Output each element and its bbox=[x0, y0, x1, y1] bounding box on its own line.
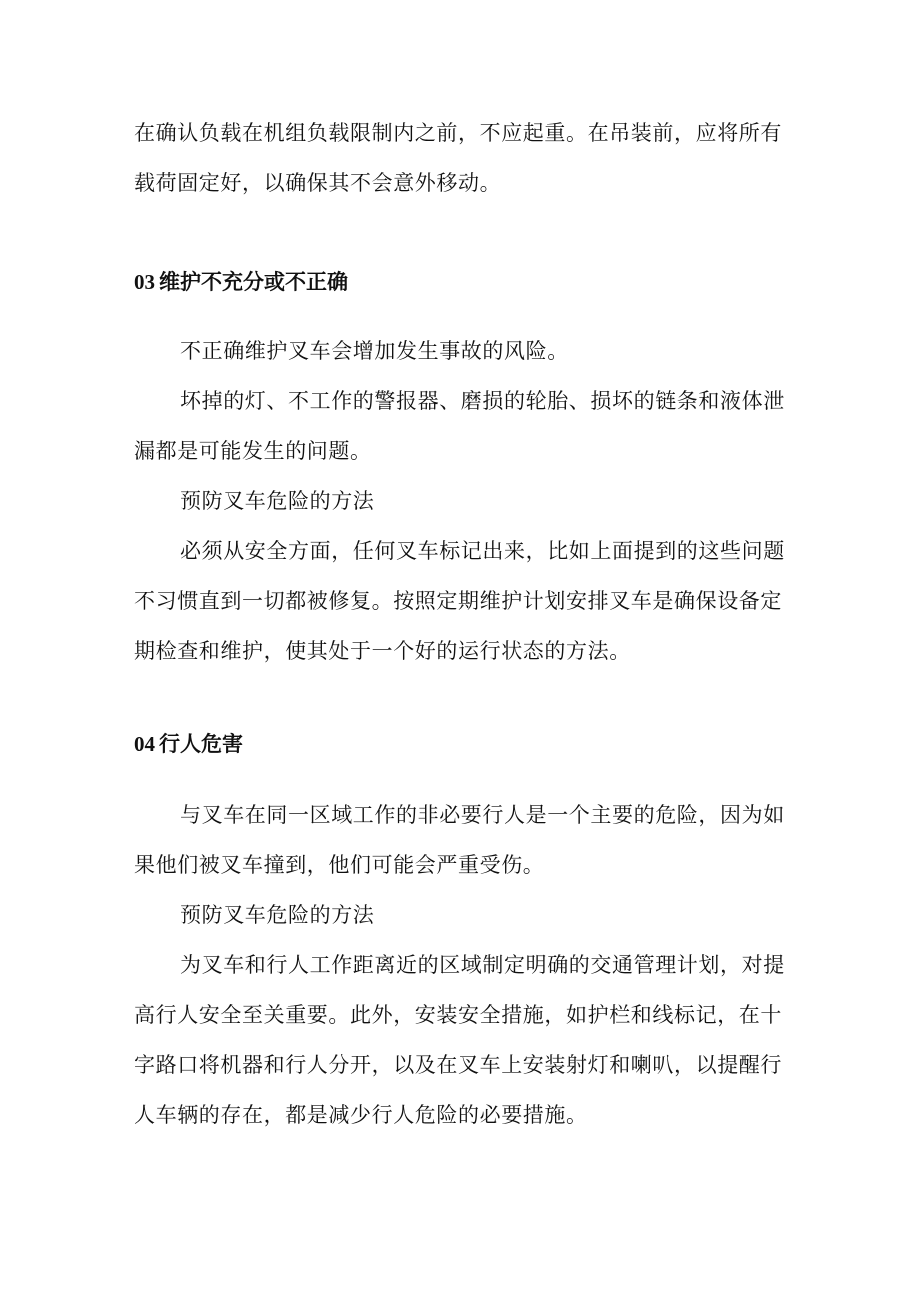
paragraph-line: 为叉车和行人工作距离近的区域制定明确的交通管理计划，对提 bbox=[180, 953, 785, 977]
paragraph-line: 必须从安全方面，任何叉车标记出来，比如上面提到的这些问题 bbox=[180, 539, 785, 563]
paragraph-line: 期检查和维护，使其处于一个好的运行状态的方法。 bbox=[134, 639, 631, 663]
paragraph-line: 不习惯直到一切都被修复。按照定期维护计划安排叉车是确保设备定 bbox=[134, 589, 782, 613]
paragraph-line: 高行人安全至关重要。此外，安装安全措施，如护栏和线标记，在十 bbox=[134, 1003, 782, 1027]
prevention-label: 预防叉车危险的方法 bbox=[180, 903, 375, 927]
text-line: 在确认负载在机组负载限制内之前，不应起重。在吊装前，应将所有 bbox=[134, 121, 782, 145]
paragraph-line: 人车辆的存在，都是减少行人危险的必要措施。 bbox=[134, 1103, 588, 1127]
section-03-heading bbox=[134, 262, 794, 302]
intro-paragraph bbox=[134, 108, 794, 208]
section-number: 03 bbox=[134, 270, 155, 294]
section-03-body bbox=[134, 326, 794, 676]
prevention-label: 预防叉车危险的方法 bbox=[180, 489, 375, 513]
section-04-body bbox=[134, 790, 794, 1140]
section-title: 维护不充分或不正确 bbox=[159, 270, 348, 294]
paragraph-line: 字路口将机器和行人分开，以及在叉车上安装射灯和喇叭，以提醒行 bbox=[134, 1053, 782, 1077]
paragraph-line: 与叉车在同一区域工作的非必要行人是一个主要的危险，因为如 bbox=[180, 803, 785, 827]
paragraph-line: 果他们被叉车撞到，他们可能会严重受伤。 bbox=[134, 853, 545, 877]
text-line: 载荷固定好，以确保其不会意外移动。 bbox=[134, 171, 502, 195]
paragraph-line: 坏掉的灯、不工作的警报器、磨损的轮胎、损坏的链条和液体泄 bbox=[180, 389, 785, 413]
section-04-heading bbox=[134, 724, 794, 764]
paragraph-line: 漏都是可能发生的问题。 bbox=[134, 439, 372, 463]
section-number: 04 bbox=[134, 732, 155, 756]
paragraph-line: 不正确维护叉车会增加发生事故的风险。 bbox=[180, 339, 569, 363]
section-title: 行人危害 bbox=[159, 732, 243, 756]
